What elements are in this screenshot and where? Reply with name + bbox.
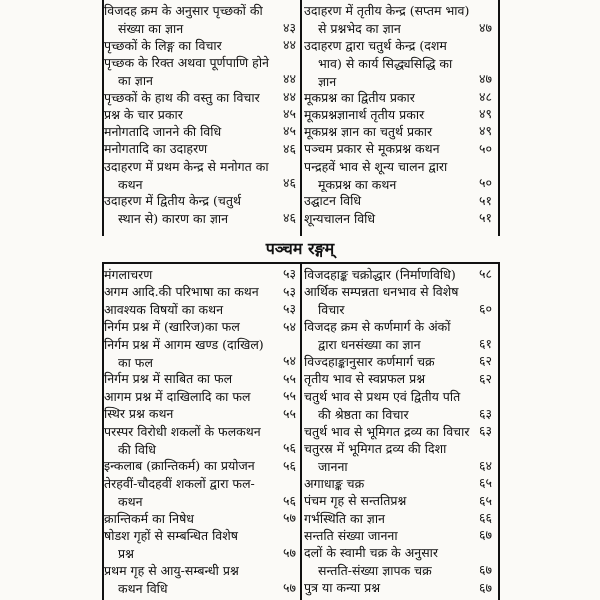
entry-page-number: ६७ — [478, 579, 492, 595]
index-entry — [304, 318, 494, 353]
entry-title: विजदह क्रम से कर्णमार्ग के अंकों — [304, 319, 451, 335]
entry-title: की विधि — [118, 441, 156, 457]
entry-title: पञ्चम प्रकार से मूकप्रश्न कथन — [304, 141, 440, 157]
index-entry — [304, 544, 494, 579]
entry-page-number: ६६ — [478, 509, 492, 525]
entry-page-number: ५६ — [282, 457, 296, 473]
entry-title: परस्पर विरोधी शकलों के फलकथन — [104, 423, 261, 439]
entry-page-number: ५७ — [282, 579, 296, 595]
entry-title: प्रथम गृह से आयु-सम्बन्धी प्रश्न — [104, 562, 239, 578]
entry-title: स्थिर प्रश्न कथन — [104, 406, 174, 422]
entry-page-number: ६३ — [478, 405, 492, 421]
entry-title: पन्द्रहवें भाव से शून्य चालन द्वारा — [304, 158, 448, 174]
index-entry — [104, 562, 298, 597]
entry-title: मंगलाचरण — [104, 267, 153, 282]
entry-page-number: ४६ — [282, 209, 296, 225]
index-entry — [104, 405, 298, 422]
entry-title: मनोगतादि का उदाहरण — [104, 141, 208, 157]
entry-page-number: ५३ — [282, 266, 296, 282]
entry-title: चतुर्थ भाव से प्रथम एवं द्वितीय पति — [304, 388, 461, 404]
entry-title: का ज्ञान — [118, 72, 153, 88]
entry-title: निर्गम प्रश्न में आगम खण्ड (दाखिल) — [104, 336, 264, 352]
entry-title: आवश्यक विषयों का कथन — [104, 301, 224, 317]
entry-title: कथन विधि — [118, 580, 168, 596]
index-entry — [104, 527, 298, 562]
entry-page-number: ४५ — [282, 106, 296, 122]
index-entry — [304, 353, 494, 370]
index-entry — [104, 266, 298, 283]
index-entry — [104, 336, 298, 371]
entry-title: उदाहरण में तृतीय केन्द्र (सप्तम भाव) — [304, 3, 470, 18]
entry-page-number: ५१ — [478, 209, 492, 225]
index-entry — [304, 370, 494, 387]
entry-title: चतुर्थ भाव से भूमिगत द्रव्य का विचार — [304, 423, 470, 439]
entry-title: स्थान से) कारण का ज्ञान — [118, 211, 229, 227]
entry-page-number: ५० — [478, 175, 492, 191]
entry-page-number: ६५ — [478, 492, 492, 508]
entry-page-number: ६७ — [478, 527, 492, 543]
entry-title: चतुरस्र में भूमिगत द्रव्य की दिशा — [304, 441, 447, 456]
entry-page-number: ५३ — [282, 283, 296, 299]
entry-page-number: ५५ — [282, 388, 296, 404]
entry-title: षोडश गृहों से सम्बन्धित विशेष — [104, 528, 238, 543]
entry-title: आर्थिक सम्पन्नता धनभाव से विशेष — [304, 284, 459, 300]
entry-title: सन्तति संख्या जानना — [304, 528, 398, 543]
entry-page-number: ६२ — [478, 370, 492, 386]
entry-title: गर्भस्थिति का ज्ञान — [304, 510, 385, 526]
entry-page-number: ४५ — [282, 123, 296, 139]
index-entry — [104, 301, 298, 318]
entry-page-number: ५६ — [282, 492, 296, 508]
entry-title: उदाहरण में द्वितीय केन्द्र (चतुर्थ — [104, 193, 241, 209]
entry-title: उद्घाटन विधि — [304, 193, 362, 209]
column-rule-right — [498, 0, 500, 600]
index-entry — [304, 510, 494, 527]
entry-title: प्रश्न — [118, 546, 134, 561]
entry-page-number: ५० — [478, 140, 492, 156]
entry-title: दलों के स्वामी चक्र के अनुसार — [304, 545, 439, 561]
entry-title: उदाहरण में प्रथम केन्द्र से मनोगत का — [104, 158, 269, 174]
entry-page-number: ४७ — [478, 19, 492, 35]
entry-page-number: ५४ — [282, 353, 296, 369]
entry-page-number: ५८ — [478, 266, 492, 282]
entry-page-number: ५५ — [282, 405, 296, 421]
entry-title: संख्या का ज्ञान — [118, 21, 184, 36]
index-entry — [104, 388, 298, 405]
entry-page-number: ६५ — [478, 475, 492, 491]
entry-title: पृच्छकों के हाथ की वस्तु का विचार — [104, 89, 260, 105]
index-entry — [304, 388, 494, 423]
entry-title: विजदह क्रम के अनुसार पृच्छकों की — [104, 3, 263, 18]
index-entry — [104, 475, 298, 510]
entry-page-number: ५५ — [282, 370, 296, 386]
entry-title: मूकप्रश्न ज्ञान का चतुर्थ प्रकार — [304, 124, 433, 140]
column-rule-middle — [300, 0, 302, 600]
entry-page-number: ६३ — [478, 422, 492, 438]
entry-title: निर्गम प्रश्न में साबित का फल — [104, 371, 233, 387]
entry-page-number: ४४ — [282, 36, 296, 52]
entry-title: तृतीय भाव से स्वप्नफल प्रश्न — [304, 371, 426, 387]
entry-title: कथन — [118, 176, 143, 192]
entry-title: की श्रेष्ठता का विचार — [318, 406, 409, 422]
entry-title: जानना — [318, 459, 348, 474]
index-entry — [304, 527, 494, 544]
entry-title: विचार — [318, 302, 345, 318]
entry-page-number: ४९ — [478, 123, 492, 139]
entry-page-number: ५७ — [282, 509, 296, 525]
entry-page-number: ४९ — [478, 106, 492, 122]
index-entry — [104, 370, 298, 387]
entry-title: अगाधाङ्क चक्र — [304, 475, 365, 491]
index-entry — [304, 440, 494, 475]
entry-page-number: ५१ — [478, 192, 492, 208]
entry-title: अगम आदि.की परिभाषा का कथन — [104, 284, 259, 300]
index-entry — [304, 266, 494, 283]
entry-page-number: ५६ — [282, 440, 296, 456]
entry-page-number: ६४ — [478, 457, 492, 473]
entry-title: इन्कलाब (क्रान्तिकर्म) का प्रयोजन — [104, 458, 255, 474]
entry-title: विजदहाङ्क चक्रोद्धार (निर्माणविधि) — [304, 267, 456, 282]
entry-page-number: ४३ — [282, 19, 296, 35]
entry-page-number: ४४ — [282, 88, 296, 104]
entry-page-number: ४७ — [478, 71, 492, 87]
entry-title: आगम प्रश्न में दाखिलादि का फल — [104, 388, 251, 404]
index-entry — [104, 423, 298, 458]
entry-title: प्रश्न के चार प्रकार — [104, 106, 183, 122]
entry-title: का फल — [118, 354, 153, 370]
entry-title: पुत्र या कन्या प्रश्न — [304, 580, 381, 596]
entry-title: मूकप्रश्नज्ञानार्थ तृतीय प्रकार — [304, 106, 425, 122]
entry-title: विज्दहाङ्कानुसार कर्णमार्ग चक्र — [304, 354, 435, 369]
entry-page-number: ४६ — [282, 175, 296, 191]
section-title: पञ्चम रङ्गम् — [0, 236, 600, 262]
entry-page-number: ६७ — [478, 562, 492, 578]
entry-title: मनोगतादि जानने की विधि — [104, 124, 222, 140]
entry-title: पंचम गृह से सन्ततिप्रश्न — [304, 493, 407, 509]
entry-title: द्वारा धनसंख्या का ज्ञान — [318, 337, 421, 353]
entry-title: सन्तति-संख्या ज्ञापक चक्र — [318, 563, 432, 579]
entry-title: भाव) से कार्य सिद्ध्यसिद्धि का — [318, 55, 453, 71]
entry-page-number: ५४ — [282, 318, 296, 334]
entry-title: तेरहवीं-चौदहवीं शकलों द्वारा फल- — [104, 475, 255, 491]
entry-page-number: ६१ — [478, 335, 492, 351]
entry-page-number: ४६ — [282, 140, 296, 156]
entry-title: कथन — [118, 493, 143, 509]
index-entry — [104, 457, 298, 474]
entry-title: मूकप्रश्न का द्वितीय प्रकार — [304, 89, 415, 105]
entry-title: शून्यचालन विधि — [304, 210, 376, 226]
entry-page-number: ६० — [478, 301, 492, 317]
index-entry — [104, 318, 298, 335]
index-entry — [304, 283, 494, 318]
index-entry — [304, 492, 494, 509]
entry-title: क्रान्तिकर्म का निषेध — [104, 510, 194, 526]
entry-title: निर्गम प्रश्न में (खारिज)का फल — [104, 319, 240, 335]
entry-title: उदाहरण द्वारा चतुर्थ केन्द्र (दशम — [304, 37, 447, 53]
entry-title: पृच्छकों के लिङ्ग का विचार — [104, 37, 222, 53]
index-entry — [104, 283, 298, 300]
entry-page-number: ४४ — [282, 71, 296, 87]
entry-title: पृच्छक के रिक्त अथवा पूर्णपाणि होने — [104, 54, 269, 70]
entry-title: से प्रश्नभेद का ज्ञान — [318, 21, 401, 36]
index-entry — [304, 423, 494, 440]
bottom-left-column — [104, 0, 298, 600]
bottom-right-column — [304, 0, 494, 600]
index-entry — [104, 510, 298, 527]
entry-title: मूकप्रश्न का कथन — [318, 176, 397, 192]
entry-page-number: ६२ — [478, 353, 492, 369]
entry-title: ज्ञान — [318, 73, 337, 89]
entry-page-number: ५३ — [282, 301, 296, 317]
entry-page-number: ५७ — [282, 544, 296, 560]
entry-page-number: ४८ — [478, 88, 492, 104]
index-entry — [304, 475, 494, 492]
index-entry — [304, 579, 494, 596]
